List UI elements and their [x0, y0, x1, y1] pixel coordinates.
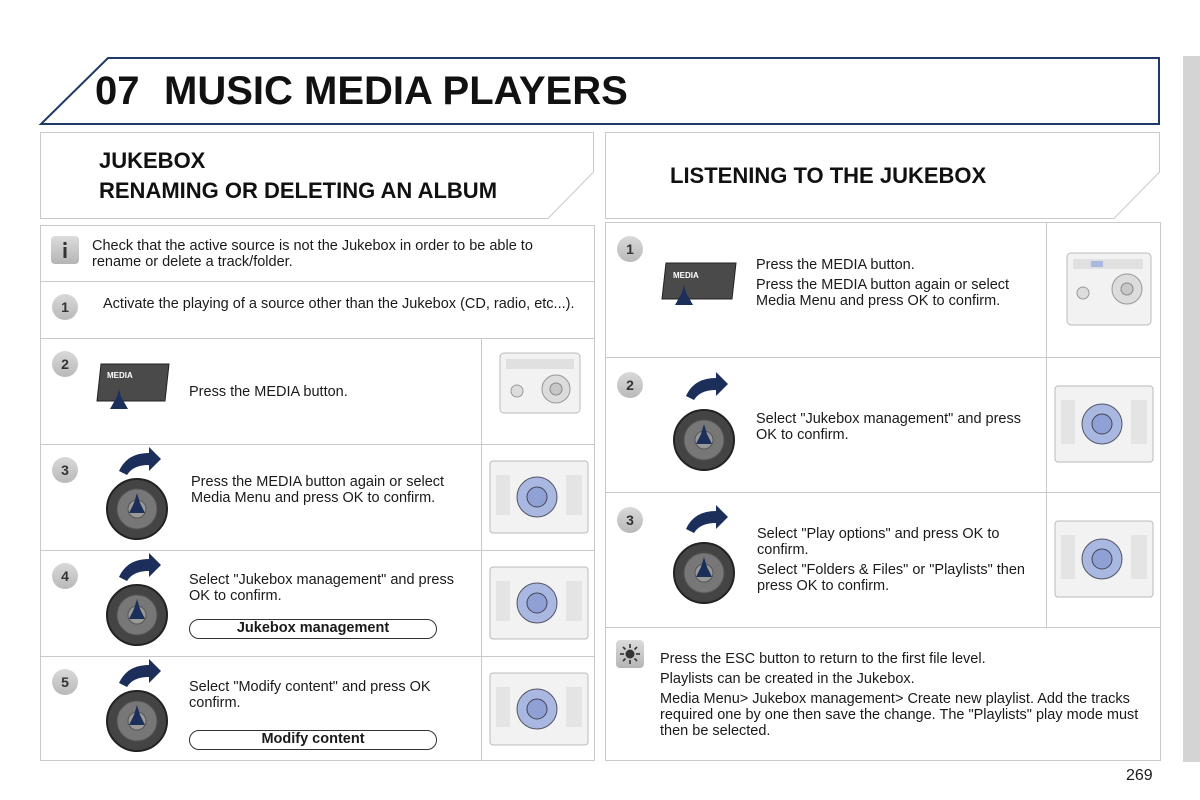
step-text: Activate the playing of a source other than the Jukebox (CD, radio, etc...). [103, 296, 575, 312]
left-step-4 [41, 550, 594, 656]
right-step-2 [606, 357, 1160, 492]
step-text: Press the MEDIA button again or select Media Menu and press OK to confirm. [191, 474, 445, 506]
ok-dial-icon [103, 553, 173, 655]
tip-line: Media Menu> Jukebox management> Create new playlist. Add the tracks required one by one then save the change. The "Playlists" play mode must then be selected. [660, 691, 1139, 739]
media-button [95, 361, 173, 401]
step-text-block [757, 526, 1032, 598]
left-title-line2: RENAMING OR DELETING AN ALBUM [99, 178, 498, 203]
radio-panel-image [1046, 358, 1160, 492]
right-steps-panel [605, 222, 1161, 761]
step-number: 3 [617, 507, 643, 533]
radio-panel-image [1046, 223, 1160, 357]
chapter-number: 07 [95, 69, 140, 113]
step-number: 2 [617, 372, 643, 398]
menu-pill-modify-content: Modify content [189, 730, 437, 750]
radio-panel-image [1046, 493, 1160, 627]
tip-line: Press the ESC button to return to the first file level. [660, 651, 986, 667]
ok-dial-icon [103, 447, 173, 549]
radio-panel-image [481, 445, 594, 550]
step-text-block [756, 257, 1031, 313]
media-button-label: MEDIA [673, 271, 699, 280]
left-step-3 [41, 444, 594, 550]
chapter-title: MUSIC MEDIA PLAYERS [164, 69, 628, 113]
left-step-1 [41, 281, 594, 338]
radio-panel-image [481, 551, 594, 656]
tip-sun-icon [616, 640, 644, 668]
step-number: 5 [52, 669, 78, 695]
right-step-3 [606, 492, 1160, 627]
step-line: Press the MEDIA button again or select Media Menu and press OK to confirm. [756, 277, 1010, 309]
info-icon [51, 236, 79, 264]
media-button-label: MEDIA [107, 371, 133, 380]
left-steps-panel [40, 225, 595, 761]
ok-dial-icon [670, 503, 740, 613]
page-number: 269 [1126, 767, 1153, 784]
tip-line: Playlists can be created in the Jukebox. [660, 671, 915, 687]
tip-text [660, 651, 1150, 743]
menu-pill-jukebox-management: Jukebox management [189, 619, 437, 639]
step-text: Press the MEDIA button. [189, 384, 348, 400]
step-number: 2 [52, 351, 78, 377]
step-text: Select "Modify content" and press OK confirm. [189, 679, 431, 711]
step-number: 1 [52, 294, 78, 320]
step-number: 1 [617, 236, 643, 262]
step-number: 3 [52, 457, 78, 483]
step-text: Select "Jukebox management" and press OK to confirm. [756, 411, 1022, 443]
info-text: Check that the active source is not the Jukebox in order to be able to rename or delete a track/folder. [92, 238, 533, 270]
step-line: Select "Folders & Files" or "Playlists" then press OK to confirm. [757, 562, 1025, 594]
step-line: Press the MEDIA button. [756, 257, 915, 273]
left-step-5 [41, 656, 594, 761]
left-step-2 [41, 338, 594, 444]
right-title: LISTENING TO THE JUKEBOX [670, 163, 987, 188]
radio-panel-image [481, 657, 594, 761]
tip-box [606, 627, 1160, 760]
media-button [660, 261, 740, 331]
left-title-line1: JUKEBOX [99, 148, 206, 173]
step-text: Select "Jukebox management" and press OK to confirm. [189, 572, 455, 604]
ok-dial-icon [103, 659, 173, 761]
step-number: 4 [52, 563, 78, 589]
side-tab [1183, 56, 1200, 762]
step-line: Select "Play options" and press OK to confirm. [757, 526, 1000, 558]
radio-panel-image [481, 339, 594, 444]
ok-dial-icon [670, 370, 740, 480]
right-step-1 [606, 223, 1160, 357]
